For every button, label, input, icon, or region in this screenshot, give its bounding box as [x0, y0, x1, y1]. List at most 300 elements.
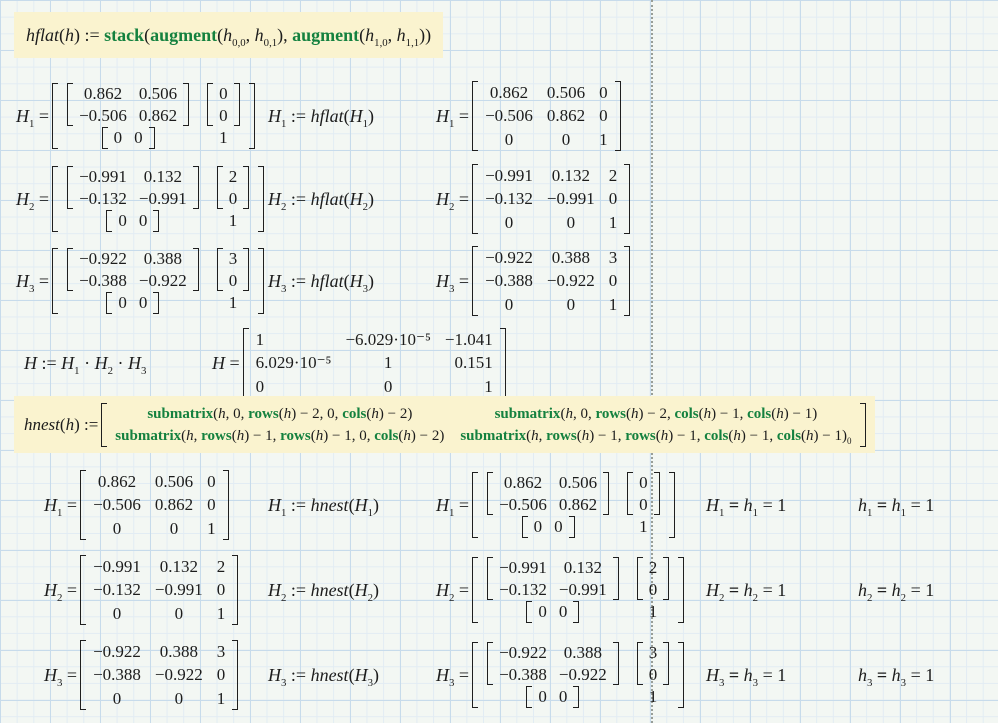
h3-flat-display-region[interactable]	[44, 637, 241, 713]
h3-flat-result-region[interactable]	[436, 245, 633, 317]
math-token: (	[728, 427, 734, 444]
math-token: h	[660, 427, 669, 444]
h2-self-equality-check	[858, 579, 935, 604]
matrix-cell: 0.862	[138, 105, 178, 125]
keyword-token: submatrix	[147, 405, 214, 422]
matrix-cell: −0.506	[499, 494, 547, 514]
math-token: H	[268, 188, 281, 209]
subscript-token: 2	[900, 591, 907, 604]
h2-flat-result-region[interactable]	[436, 163, 633, 235]
h2-flat-label	[44, 579, 78, 604]
matrix-cell: −0.991	[546, 189, 595, 209]
matrix-cell: 0	[169, 518, 179, 538]
subscript-token: 3	[449, 282, 455, 295]
matrix-cell: 1	[639, 516, 648, 536]
subscript-token: 1	[719, 506, 725, 519]
math-token: =	[34, 188, 50, 209]
matrix-cell: 0.862	[489, 83, 529, 103]
right-bracket	[243, 166, 249, 209]
nested-matrix	[52, 83, 255, 148]
subscript-token: 2	[449, 591, 455, 604]
h2-self-equality-check-region[interactable]	[858, 552, 934, 628]
subscript-token: 2	[107, 364, 113, 377]
math-token: h	[315, 427, 324, 444]
matrix-cell: −0.132	[499, 579, 547, 599]
subscript-token: 0,0	[232, 36, 246, 49]
h2-equality-check-region[interactable]	[706, 552, 786, 628]
nested-matrix	[52, 166, 264, 231]
subscript-token: 2	[867, 591, 873, 604]
math-token: hflat	[310, 105, 344, 126]
math-token: h	[186, 427, 194, 444]
matrix	[637, 557, 670, 600]
matrix-cell: 0	[207, 472, 216, 492]
math-token: ) − 2,	[638, 405, 675, 422]
matrix-cell: 1	[648, 601, 658, 621]
keyword-token: cols	[674, 405, 699, 422]
matrix-cell: 1	[608, 294, 618, 314]
matrix-cell: −0.506	[79, 105, 127, 125]
math-token: H	[44, 494, 57, 515]
h1-flat-display-region[interactable]	[44, 467, 232, 543]
matrix-cell: 0.506	[558, 473, 598, 493]
h3-flat-matrix	[469, 246, 633, 316]
math-token: ) − 1,	[711, 405, 748, 422]
subscript-token: 3	[29, 282, 35, 295]
matrix	[627, 472, 660, 515]
matrix	[106, 292, 159, 313]
matrix-cell: 0	[608, 271, 618, 291]
math-token: (	[310, 427, 316, 444]
matrix-cell: −0.991	[499, 558, 547, 578]
h3-nested-result-region[interactable]	[436, 637, 687, 713]
hnest-cell-1	[495, 406, 818, 422]
math-token: =	[34, 270, 50, 291]
right-bracket	[149, 127, 155, 148]
math-token: h	[891, 494, 901, 515]
keyword-token: rows	[595, 405, 626, 422]
math-token: h	[776, 405, 784, 422]
hnest-definition-matrix	[101, 403, 865, 447]
math-token: 1	[925, 579, 935, 600]
matrix-cell: −0.922	[485, 248, 533, 268]
hnest-cell-0	[147, 406, 412, 422]
math-token: H	[94, 352, 108, 373]
h1-nested-display-region[interactable]	[16, 80, 258, 152]
math-token: H	[354, 579, 368, 600]
right-bracket	[232, 555, 238, 625]
h3-nested-result-matrix	[469, 642, 687, 707]
h2-flatten-assignment-region[interactable]	[268, 163, 374, 235]
h3-nested-display-region[interactable]	[16, 245, 267, 317]
matrix-cell: 0	[558, 687, 568, 707]
h2-nested-result-region[interactable]	[436, 552, 687, 628]
math-token: (	[59, 24, 66, 45]
math-token: h	[733, 427, 741, 444]
matrix-cell: 0	[134, 128, 143, 148]
matrix	[637, 642, 670, 685]
matrix-cell: 2	[228, 167, 238, 187]
matrix-cell: −6.029·10⁻⁵	[345, 330, 431, 350]
math-token: =	[62, 494, 78, 515]
keyword-token: submatrix	[115, 427, 182, 444]
matrix	[67, 83, 189, 126]
right-bracket	[603, 472, 609, 515]
math-token: h	[858, 579, 867, 600]
math-token: h	[858, 664, 867, 685]
math-token: H	[268, 105, 281, 126]
h1-nested-result-matrix	[469, 472, 678, 537]
math-token: h	[65, 414, 75, 434]
math-token: (	[526, 427, 532, 444]
subscript-token: 2	[57, 591, 63, 604]
h3-nested-result-label	[436, 664, 470, 689]
math-token: h	[396, 24, 406, 45]
right-bracket	[615, 81, 621, 151]
nested-matrix	[52, 248, 264, 313]
math-token: =	[724, 579, 744, 600]
keyword-token: stack	[104, 24, 145, 45]
matrix-cell: −0.922	[546, 271, 595, 291]
math-token: )	[367, 105, 374, 126]
h1-nested-matrix	[49, 83, 258, 148]
matrix-cell: 1	[484, 376, 493, 396]
math-token: h	[891, 664, 901, 685]
h-product-definition-region[interactable]	[24, 330, 146, 396]
math-token: H	[436, 270, 449, 291]
right-bracket	[569, 516, 575, 537]
math-token: H	[349, 270, 363, 291]
keyword-token: rows	[248, 405, 279, 422]
matrix	[67, 166, 199, 209]
right-bracket	[258, 166, 264, 231]
math-token: (	[278, 405, 284, 422]
h1-nest-assignment-region[interactable]	[268, 467, 379, 543]
matrix-cell: 3	[228, 249, 238, 269]
matrix-cell: 0	[118, 211, 127, 231]
matrix-cell: 0	[118, 293, 127, 313]
h2-result-label	[436, 188, 470, 213]
math-token: H	[212, 352, 225, 373]
right-bracket	[860, 403, 866, 447]
right-bracket	[234, 83, 240, 126]
math-token: :=	[37, 352, 62, 373]
hflat-definition-expression	[26, 24, 432, 49]
subscript-token: 1	[367, 506, 373, 519]
right-bracket	[153, 292, 159, 313]
subscript-token: 1,0	[374, 36, 388, 49]
h1-flat-matrix	[469, 81, 624, 151]
matrix	[526, 686, 579, 707]
h3-flatten-assignment-region[interactable]	[268, 245, 374, 317]
matrix-cell: −1.041	[444, 330, 493, 350]
math-token: h	[65, 24, 75, 45]
matrix-cell: 0	[174, 603, 184, 623]
matrix-cell: 0.506	[138, 84, 178, 104]
keyword-token: cols	[374, 427, 399, 444]
keyword-token: submatrix	[494, 405, 561, 422]
math-token: hflat	[26, 24, 60, 45]
math-token: =	[454, 664, 470, 685]
right-bracket	[654, 472, 660, 515]
math-token: , 0,	[572, 405, 596, 422]
matrix-cell: 0	[112, 603, 122, 623]
subscript-token: 3	[362, 282, 368, 295]
matrix	[487, 642, 619, 685]
math-token: ,	[245, 24, 255, 45]
matrix-cell: −0.388	[79, 270, 127, 290]
math-token: =	[62, 664, 78, 685]
matrix-cell: 2	[648, 558, 658, 578]
math-token: ) − 1)	[783, 405, 818, 422]
right-bracket	[624, 164, 630, 234]
matrix	[80, 470, 229, 540]
right-bracket	[258, 248, 264, 313]
matrix	[526, 601, 579, 622]
math-token: ) − 1)	[813, 427, 847, 444]
math-token: (	[343, 105, 350, 126]
matrix-cell: −0.388	[485, 271, 533, 291]
matrix-cell: 0	[207, 495, 216, 515]
math-token: H	[16, 188, 29, 209]
right-bracket	[223, 470, 229, 540]
math-token: (	[59, 414, 66, 434]
subscript-token: 3	[867, 676, 873, 689]
subscript-token: 0	[847, 435, 852, 446]
h1-label	[16, 105, 50, 130]
h1-flat-result-region[interactable]	[436, 80, 624, 152]
math-token: (	[348, 579, 355, 600]
subscript-token: 1	[449, 117, 455, 130]
math-token: ) :=	[74, 414, 99, 434]
subscript-token: 2	[367, 591, 373, 604]
math-token: H	[16, 270, 29, 291]
math-token: )	[372, 664, 379, 685]
matrix	[207, 83, 240, 126]
subscript-token: 1	[29, 117, 35, 130]
h2-nested-display-region[interactable]	[16, 163, 267, 235]
matrix	[217, 166, 250, 209]
subscript-token: 2	[362, 200, 368, 213]
right-bracket	[613, 557, 619, 600]
h2-flat-display-region[interactable]	[44, 552, 241, 628]
matrix-cell: 0	[504, 129, 514, 149]
h3-equality-check-region[interactable]	[706, 637, 786, 713]
h1-flat-label	[44, 494, 78, 519]
matrix-cell: 0	[255, 376, 265, 396]
math-token: H	[706, 579, 719, 600]
math-token: H	[268, 664, 281, 685]
matrix-cell: −0.991	[93, 557, 141, 577]
matrix-cell: 0.388	[551, 248, 590, 268]
math-token: (	[213, 405, 219, 422]
math-token: H	[354, 664, 368, 685]
subscript-token: 3	[719, 676, 725, 689]
math-token: h	[806, 427, 814, 444]
matrix-cell: −0.922	[154, 665, 203, 685]
math-token: (	[366, 405, 372, 422]
right-bracket	[193, 248, 199, 291]
math-token: =	[872, 494, 892, 515]
h2-flatten-assignment	[268, 188, 374, 213]
subscript-token: 3	[140, 364, 147, 377]
subscript-token: 0,1	[263, 36, 278, 49]
matrix-cell: 0	[558, 602, 568, 622]
keyword-token: augment	[150, 24, 218, 45]
math-token: =	[724, 664, 744, 685]
nested-matrix	[472, 642, 684, 707]
h1-self-equality-check-region[interactable]	[858, 467, 934, 543]
h3-flat-label	[44, 664, 78, 689]
right-bracket	[243, 248, 249, 291]
math-token: h	[283, 405, 292, 422]
math-token: :=	[286, 664, 311, 685]
matrix-cell: −0.922	[93, 642, 141, 662]
math-token: ,	[193, 427, 202, 444]
math-token: =	[906, 664, 926, 685]
math-token: =	[872, 579, 892, 600]
matrix-cell: 0.151	[454, 353, 493, 373]
math-token: h	[223, 24, 233, 45]
matrix-cell: −0.506	[485, 106, 533, 126]
math-token: =	[454, 105, 470, 126]
matrix-cell: 2	[608, 166, 618, 186]
math-token: ) − 1,	[589, 427, 626, 444]
right-bracket	[663, 642, 669, 685]
matrix	[487, 557, 619, 600]
matrix	[67, 248, 199, 291]
math-token: h	[858, 494, 867, 515]
matrix-cell: 0	[138, 211, 148, 231]
keyword-token: submatrix	[460, 427, 527, 444]
math-token: ,	[387, 24, 397, 45]
h1-equality-check-region[interactable]	[706, 467, 786, 543]
h2-label	[16, 188, 50, 213]
subscript-token: 2	[281, 591, 287, 604]
h1-nested-result-label	[436, 494, 470, 519]
h2-nest-assignment-region[interactable]	[268, 552, 379, 628]
matrix	[80, 640, 238, 710]
keyword-token: rows	[625, 427, 656, 444]
matrix-cell: 0	[228, 188, 238, 208]
subscript-token: 2	[449, 200, 455, 213]
matrix-cell: 1	[228, 292, 238, 312]
math-token: (	[576, 427, 582, 444]
math-token: ),	[277, 24, 293, 45]
keyword-token: rows	[280, 427, 311, 444]
math-token: :=	[286, 105, 311, 126]
math-token: H	[268, 579, 281, 600]
math-token: H	[436, 188, 449, 209]
h-product-result-region[interactable]	[212, 328, 509, 398]
math-token: (	[698, 405, 704, 422]
math-token: H	[436, 579, 449, 600]
matrix-cell: 3	[648, 643, 658, 663]
hflat-definition-region[interactable]	[14, 12, 443, 58]
matrix-cell: 0	[566, 212, 576, 232]
matrix-cell: 0	[599, 83, 608, 103]
right-bracket	[500, 328, 506, 398]
math-token: hflat	[310, 270, 344, 291]
right-bracket	[663, 557, 669, 600]
matrix-cell: −0.922	[79, 249, 127, 269]
subscript-token: 3	[449, 676, 455, 689]
matrix	[472, 246, 630, 316]
matrix-cell: 0	[566, 294, 576, 314]
math-token: h	[565, 405, 573, 422]
math-token: (	[626, 405, 631, 422]
h3-self-equality-check-region[interactable]	[858, 637, 934, 713]
matrix-cell: 3	[216, 642, 226, 662]
math-token: 1	[777, 664, 787, 685]
math-token: (	[348, 494, 355, 515]
matrix-cell: −0.132	[79, 188, 127, 208]
math-token: H	[436, 494, 449, 515]
h3-nest-assignment-region[interactable]	[268, 637, 379, 713]
right-bracket	[232, 640, 238, 710]
math-token: , 0,	[225, 405, 249, 422]
h1-flatten-assignment-region[interactable]	[268, 80, 374, 152]
right-bracket	[193, 166, 199, 209]
nested-matrix	[472, 472, 675, 537]
matrix-cell: 1	[216, 603, 226, 623]
math-token: (	[771, 405, 777, 422]
matrix-cell: −0.991	[138, 188, 187, 208]
matrix-cell: 0	[228, 270, 238, 290]
math-token: )	[367, 270, 374, 291]
hnest-definition-region[interactable]	[14, 396, 875, 453]
matrix-cell: 0.862	[97, 472, 137, 492]
h3-self-equality-check	[858, 664, 935, 689]
matrix-cell: 0	[639, 473, 648, 493]
h2-nested-result-label	[436, 579, 470, 604]
nested-matrix	[472, 557, 684, 622]
subscript-token: 1	[281, 117, 287, 130]
math-token: h	[891, 579, 901, 600]
math-token: H	[127, 352, 141, 373]
math-token: ) − 2)	[378, 405, 413, 422]
matrix-cell: −0.991	[154, 580, 203, 600]
math-token: ·	[112, 352, 128, 373]
math-token: 1	[925, 664, 935, 685]
h1-equality-check	[706, 494, 787, 519]
matrix-cell: 0	[554, 517, 563, 537]
h1-nested-result-region[interactable]	[436, 467, 678, 543]
h3-equality-check	[706, 664, 787, 689]
h2-nest-assignment	[268, 579, 379, 604]
subscript-token: 3	[57, 676, 63, 689]
keyword-token: cols	[776, 427, 802, 444]
math-token: H	[349, 105, 363, 126]
right-bracket	[624, 246, 630, 316]
matrix-cell: 1	[219, 127, 228, 147]
math-token: H	[24, 352, 37, 373]
matrix-cell: 1	[599, 129, 608, 149]
math-token: =	[758, 579, 778, 600]
matrix-cell: −0.922	[138, 270, 187, 290]
math-token: =	[454, 579, 470, 600]
matrix-cell: 3	[608, 248, 618, 268]
math-token: h	[581, 427, 590, 444]
matrix	[487, 472, 609, 515]
math-token: =	[62, 579, 78, 600]
math-token: )	[372, 494, 379, 515]
math-token: (	[217, 24, 224, 45]
h2-equality-check	[706, 579, 787, 604]
math-token: =	[454, 494, 470, 515]
math-token: ))	[419, 24, 432, 45]
matrix-cell: 0.132	[143, 167, 182, 187]
